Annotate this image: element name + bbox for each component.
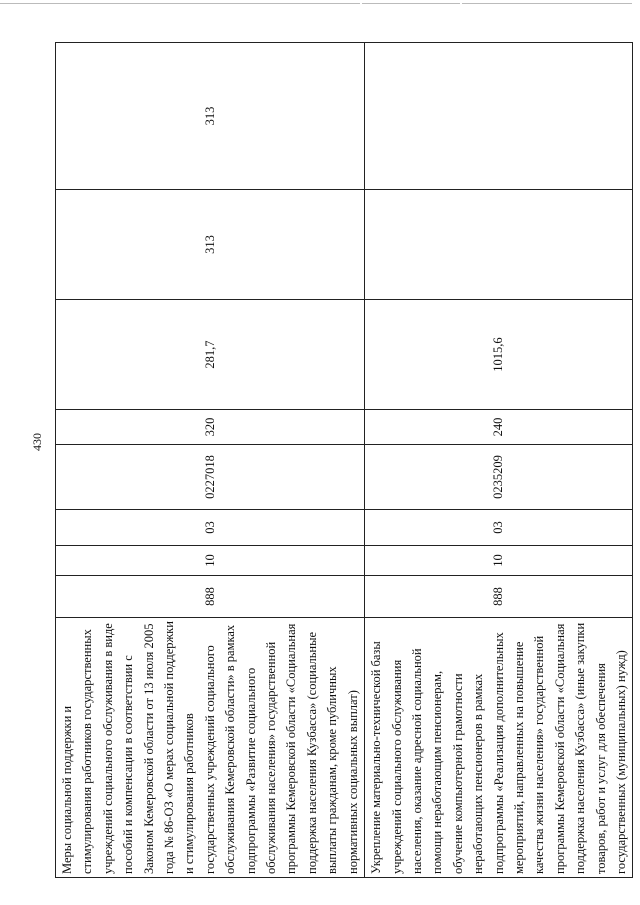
table-row xyxy=(365,43,633,878)
sum-year-3 xyxy=(365,43,633,190)
sum-year-1: 281,7 xyxy=(56,300,365,410)
section-code: 10 xyxy=(56,546,365,576)
sum-year-1: 1015,6 xyxy=(365,300,633,410)
section-code: 10 xyxy=(365,546,633,576)
sum-year-2: 313 xyxy=(56,190,365,300)
expense-type-code: 240 xyxy=(365,410,633,445)
ministry-code: 888 xyxy=(365,576,633,618)
target-item-code: 0227018 xyxy=(56,445,365,510)
scan-edge-line xyxy=(462,3,632,4)
budget-table xyxy=(55,42,633,878)
sum-year-3: 313 xyxy=(56,43,365,190)
table-row xyxy=(56,43,365,878)
row-description: Укрепление материально-технической базы учреждений социального обслуживания населения, оказание адресной социальной помощи неработающим пенсионерам, обучение компьютерной грамотности неработающих пенсионеров в рамках подпрограммы «Реализация дополнительных мероприятий, направленных на повышение качества жизни населения» государственной программы Кемеровской области «Социальная поддержка населения Кузбасса» (иные закупки товаров, работ и услуг для обеспечения государственных (муниципальных) нужд) xyxy=(365,618,633,878)
scan-edge-line xyxy=(362,3,460,4)
scan-edge-line xyxy=(0,3,360,4)
page-number: 430 xyxy=(30,433,44,451)
budget-table-container xyxy=(55,43,628,878)
target-item-code: 0235209 xyxy=(365,445,633,510)
row-description: Меры социальной поддержки и стимулирования работников государственных учреждений социального обслуживания в виде пособий и компенсации в соответствии с Законом Кемеровской области от 13 июля 2005 года № 86-ОЗ «О мерах социальной поддержки и стимулирования работников государственных учреждений социального обслуживания Кемеровской области» в рамках подпрограммы «Развитие социального обслуживания населения» государственной программы Кемеровской области «Социальная поддержка населения Кузбасса» (социальные выплаты гражданам, кроме публичных нормативных социальных выплат) xyxy=(56,618,365,878)
expense-type-code: 320 xyxy=(56,410,365,445)
ministry-code: 888 xyxy=(56,576,365,618)
sum-year-2 xyxy=(365,190,633,300)
subsection-code: 03 xyxy=(365,510,633,546)
subsection-code: 03 xyxy=(56,510,365,546)
